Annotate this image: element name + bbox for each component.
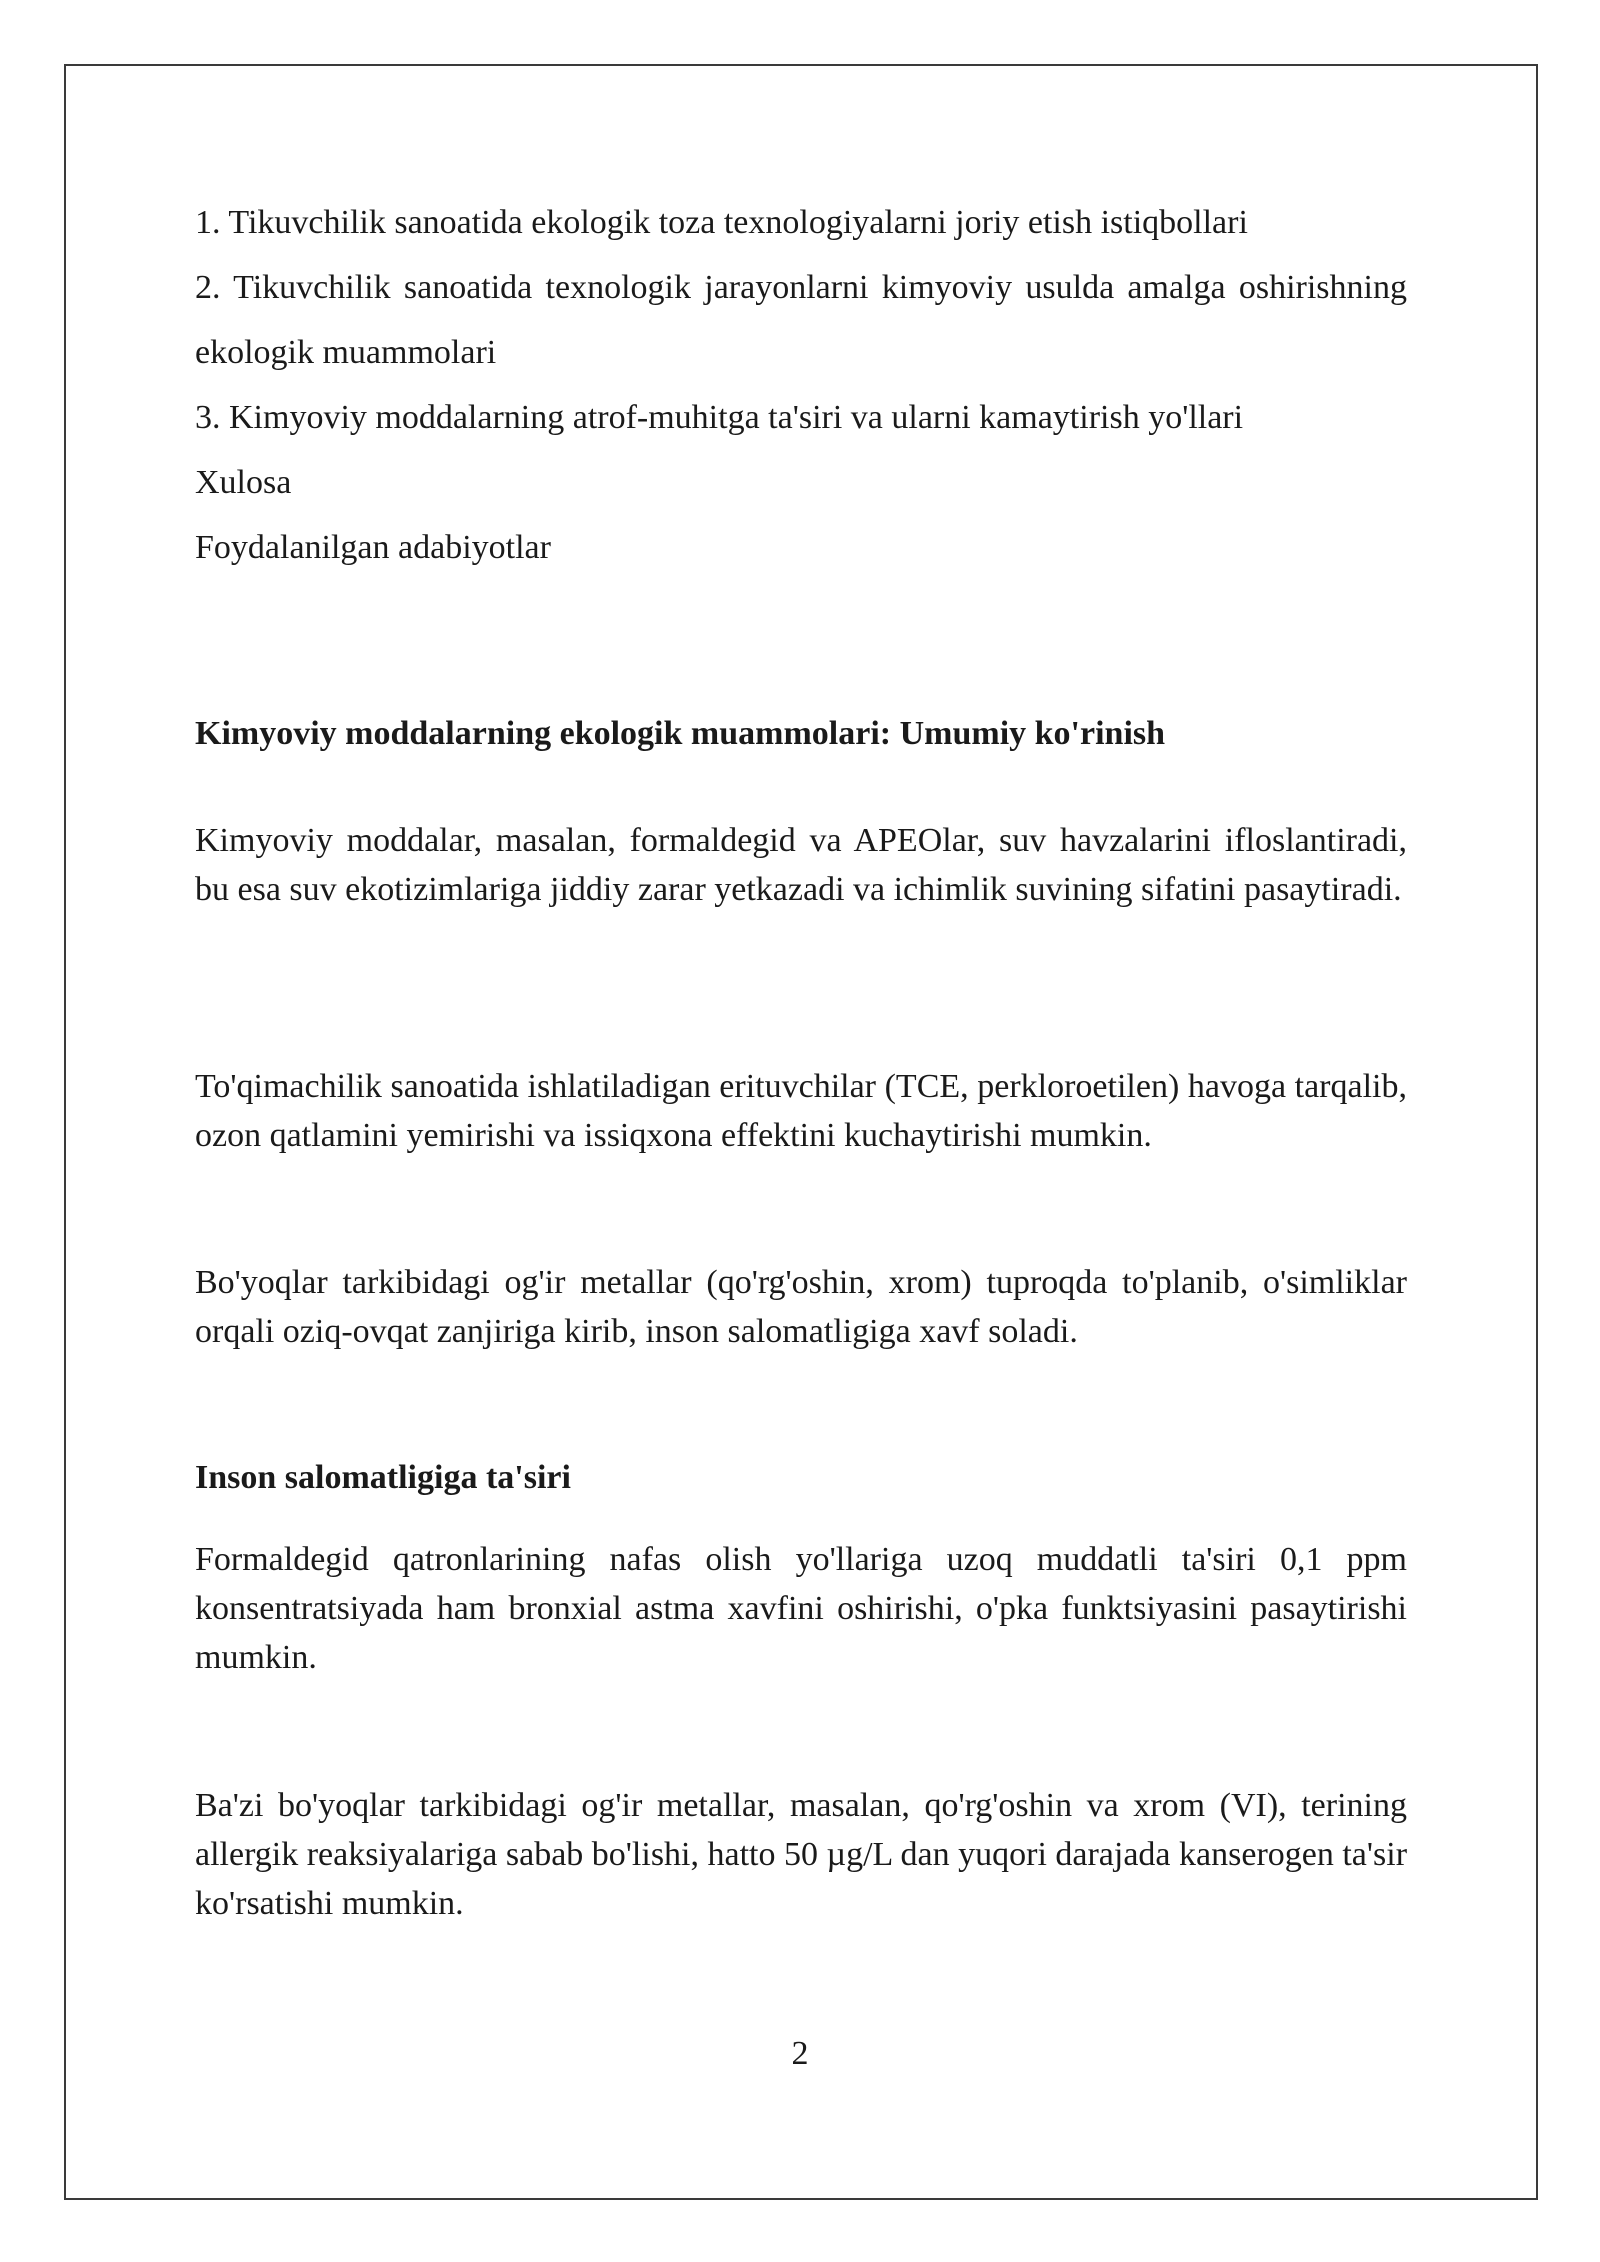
paragraph-heavy-metals-health: Ba'zi bo'yoqlar tarkibidagi og'ir metallar, masalan, qo'rg'oshin va xrom (VI), terining allergik reaksiyalariga sabab bo'lishi, hatto 50 µg/L dan yuqori darajada kanserogen ta'sir ko'rsatishi mumkin. [195,1787,1408,1922]
section-heading-ecological-problems: Kimyoviy moddalarning ekologik muammolari: Umumiy ko'rinish [195,715,1166,752]
toc-item-conclusion[interactable]: Xulosa [195,464,292,501]
paragraph-heavy-metals-soil: Bo'yoqlar tarkibidagi og'ir metallar (qo'rg'oshin, xrom) tuproqda to'planib, o'simliklar orqali oziq-ovqat zanjiriga kirib, inson salomatligiga xavf soladi. [195,1264,1407,1350]
toc-item-3[interactable]: 3. Kimyoviy moddalarning atrof-muhitga ta'siri va ularni kamaytirish yo'llari [195,399,1244,436]
paragraph-water-pollution: Kimyoviy moddalar, masalan, formaldegid va APEOlar, suv havzalarini ifloslantiradi, bu esa suv ekotizimlariga jiddiy zarar yetkazadi va ichimlik suvining sifatini pasaytiradi. [195,822,1407,908]
paragraph-formaldehyde-health: Formaldegid qatronlarining nafas olish yo'llariga uzoq muddatli ta'siri 0,1 ppm konsentratsiyada ham bronxial astma xavfini oshirishi, o'pka funktsiyasini pasaytirishi mumkin. [195,1541,1407,1676]
toc-item-references[interactable]: Foydalanilgan adabiyotlar [195,529,551,566]
toc-item-1[interactable]: 1. Tikuvchilik sanoatida ekologik toza texnologiyalarni joriy etish istiqbollari [195,204,1248,241]
section-heading-human-health: Inson salomatligiga ta'siri [195,1459,571,1496]
page-number: 2 [791,2035,809,2072]
toc-item-2[interactable]: 2. Tikuvchilik sanoatida texnologik jarayonlarni kimyoviy usulda amalga oshirishning ekologik muammolari [195,269,1407,371]
table-of-contents [195,190,1407,580]
paragraph-solvents-air: To'qimachilik sanoatida ishlatiladigan erituvchilar (TCE, perkloroetilen) havoga tarqalib, ozon qatlamini yemirishi va issiqxona effektini kuchaytirishi mumkin. [195,1068,1407,1154]
